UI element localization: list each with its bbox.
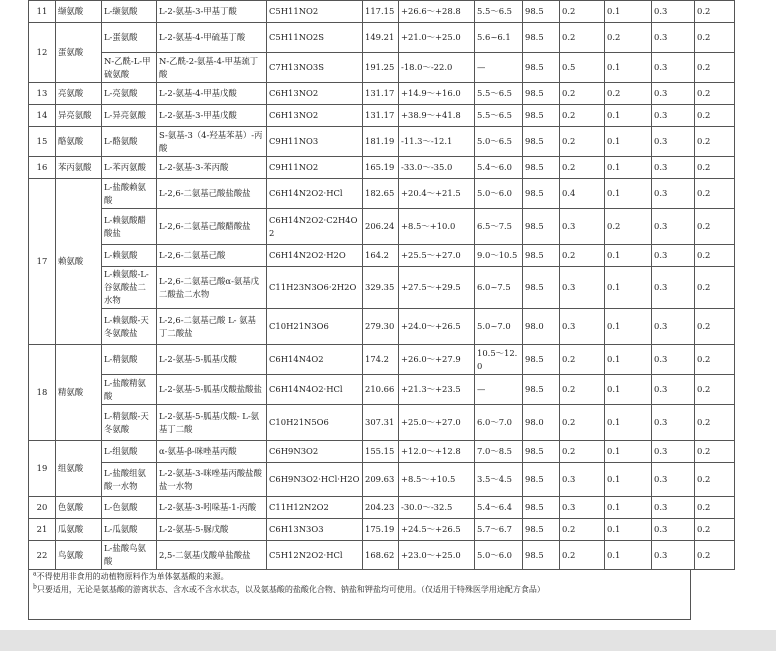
cell-limit-4: 0.2 [695,245,735,267]
cell-amino-acid: 鸟氨酸 [56,541,102,570]
cell-ph-range: 5.6~6.1 [475,23,523,53]
cell-ref-name: L-赖氨酸醋酸盐 [102,209,157,245]
table-row [29,105,735,127]
table-row [29,23,735,53]
cell-purity: 98.5 [523,267,560,309]
cell-ph-range: 5.0～6.0 [475,179,523,209]
cell-limit-2: 0.1 [605,127,652,157]
cell-ph-range: 5.0～6.0 [475,541,523,570]
table-row [29,83,735,105]
cell-chemical-name: L-2-氨基-4-甲硫基丁酸 [157,23,267,53]
cell-formula: C9H11NO3 [267,127,363,157]
cell-ph-range: 10.5～12.0 [475,345,523,375]
cell-molecular-weight: 181.19 [363,127,399,157]
cell-specific-rotation: +24.5～+26.5 [399,519,475,541]
cell-limit-2: 0.1 [605,497,652,519]
cell-ref-name: L-盐酸鸟氨酸 [102,541,157,570]
cell-chemical-name: L-2-氨基-3-甲基丁酸 [157,1,267,23]
cell-limit-3: 0.3 [652,463,695,497]
cell-amino-acid: 精氨酸 [56,345,102,441]
cell-chemical-name: L-2,6-二氨基己酸醋酸盐 [157,209,267,245]
footnote-a: $^a$不得使用非食用的动植物原料作为单体氨基酸的来源。 [33,570,229,581]
cell-chemical-name: L-2-氨基-5-胍基戊酸盐酸盐 [157,375,267,405]
cell-limit-3: 0.3 [652,127,695,157]
cell-limit-3: 0.3 [652,441,695,463]
cell-chemical-name: L-2-氨基-5-胍基戊酸 [157,345,267,375]
cell-limit-2: 0.1 [605,1,652,23]
cell-limit-3: 0.3 [652,375,695,405]
cell-ref-name: L-蛋氨酸 [102,23,157,53]
cell-molecular-weight: 191.25 [363,53,399,83]
cell-formula: C5H12N2O2·HCl [267,541,363,570]
cell-specific-rotation: +21.3～+23.5 [399,375,475,405]
cell-molecular-weight: 155.15 [363,441,399,463]
cell-ph-range: 3.5～4.5 [475,463,523,497]
cell-chemical-name: L-2-氨基-3-甲基戊酸 [157,105,267,127]
cell-specific-rotation: +20.4～+21.5 [399,179,475,209]
table-row [29,309,735,345]
cell-purity: 98.5 [523,1,560,23]
cell-ph-range: 5.5～6.5 [475,83,523,105]
cell-molecular-weight: 175.19 [363,519,399,541]
cell-molecular-weight: 168.62 [363,541,399,570]
cell-limit-1: 0.2 [560,541,605,570]
cell-formula: C6H14N4O2 [267,345,363,375]
cell-ph-range: 6.5～7.5 [475,209,523,245]
cell-limit-1: 0.2 [560,405,605,441]
cell-specific-rotation: +12.0～+12.8 [399,441,475,463]
cell-amino-acid: 苯丙氨酸 [56,157,102,179]
cell-chemical-name: N-乙酰-2-氨基-4-甲基巯丁酸 [157,53,267,83]
cell-limit-1: 0.2 [560,127,605,157]
cell-limit-2: 0.1 [605,405,652,441]
cell-molecular-weight: 210.66 [363,375,399,405]
cell-limit-3: 0.3 [652,105,695,127]
cell-limit-4: 0.2 [695,267,735,309]
cell-molecular-weight: 206.24 [363,209,399,245]
cell-amino-acid: 酪氨酸 [56,127,102,157]
cell-number: 20 [29,497,56,519]
cell-limit-1: 0.3 [560,497,605,519]
cell-limit-1: 0.2 [560,105,605,127]
cell-limit-4: 0.2 [695,309,735,345]
table-row [29,1,735,23]
cell-number: 22 [29,541,56,570]
cell-ph-range: 5.0～6.5 [475,127,523,157]
cell-limit-2: 0.2 [605,83,652,105]
table-row [29,541,735,570]
cell-specific-rotation: +38.9～+41.8 [399,105,475,127]
cell-purity: 98.5 [523,497,560,519]
cell-ref-name: L-苯丙氨酸 [102,157,157,179]
cell-ref-name: L-异亮氨酸 [102,105,157,127]
cell-number: 12 [29,23,56,83]
cell-molecular-weight: 131.17 [363,83,399,105]
cell-specific-rotation: +25.5～+27.0 [399,245,475,267]
viewer-bottom-strip [0,630,776,651]
cell-formula: C5H11NO2S [267,23,363,53]
cell-chemical-name: L-2,6-二氨基己酸α-氨基戊二酸盐二水物 [157,267,267,309]
cell-limit-1: 0.2 [560,83,605,105]
cell-number: 19 [29,441,56,497]
cell-purity: 98.5 [523,345,560,375]
cell-number: 15 [29,127,56,157]
viewer-side-tab [694,602,776,614]
cell-ph-range: 5.5～6.5 [475,105,523,127]
cell-chemical-name: L-2,6-二氨基己酸盐酸盐 [157,179,267,209]
cell-limit-3: 0.3 [652,179,695,209]
table-row [29,375,735,405]
cell-specific-rotation: -11.3～-12.1 [399,127,475,157]
cell-limit-1: 0.5 [560,53,605,83]
cell-chemical-name: L-2-氨基-3-咪唑基丙酸盐酸盐一水物 [157,463,267,497]
cell-purity: 98.5 [523,105,560,127]
cell-formula: C10H21N3O6 [267,309,363,345]
cell-number: 16 [29,157,56,179]
cell-chemical-name: L-2-氨基-4-甲基戊酸 [157,83,267,105]
cell-limit-3: 0.3 [652,497,695,519]
cell-formula: C6H13N3O3 [267,519,363,541]
cell-limit-1: 0.2 [560,519,605,541]
cell-specific-rotation: -33.0～-35.0 [399,157,475,179]
cell-limit-4: 0.2 [695,209,735,245]
cell-limit-2: 0.1 [605,245,652,267]
cell-molecular-weight: 131.17 [363,105,399,127]
cell-limit-3: 0.3 [652,309,695,345]
cell-amino-acid: 瓜氨酸 [56,519,102,541]
table-row [29,179,735,209]
cell-purity: 98.5 [523,463,560,497]
cell-molecular-weight: 165.19 [363,157,399,179]
table-row [29,127,735,157]
cell-purity: 98.5 [523,441,560,463]
cell-specific-rotation: +26.6～+28.8 [399,1,475,23]
cell-purity: 98.5 [523,53,560,83]
cell-specific-rotation: +27.5～+29.5 [399,267,475,309]
cell-purity: 98.5 [523,23,560,53]
cell-limit-3: 0.3 [652,245,695,267]
cell-limit-2: 0.1 [605,309,652,345]
cell-ph-range: 9.0～10.5 [475,245,523,267]
cell-purity: 98.5 [523,209,560,245]
cell-ref-name: L-盐酸组氨酸一水物 [102,463,157,497]
cell-molecular-weight: 204.23 [363,497,399,519]
cell-limit-3: 0.3 [652,53,695,83]
cell-specific-rotation: +24.0～+26.5 [399,309,475,345]
cell-ph-range: 5.7～6.7 [475,519,523,541]
cell-formula: C11H12N2O2 [267,497,363,519]
cell-purity: 98.5 [523,375,560,405]
cell-limit-1: 0.2 [560,245,605,267]
cell-limit-4: 0.2 [695,53,735,83]
cell-formula: C6H9N3O2·HCl·H2O [267,463,363,497]
cell-purity: 98.5 [523,127,560,157]
table-row [29,497,735,519]
cell-molecular-weight: 329.35 [363,267,399,309]
cell-amino-acid: 色氨酸 [56,497,102,519]
table-row [29,157,735,179]
cell-ref-name: L-精氨酸-天冬氨酸 [102,405,157,441]
cell-ref-name: L-缬氨酸 [102,1,157,23]
cell-formula: C6H14N2O2·H2O [267,245,363,267]
cell-ref-name: L-组氨酸 [102,441,157,463]
table-row [29,405,735,441]
cell-specific-rotation: +8.5～+10.0 [399,209,475,245]
footnotes [28,570,691,620]
table-row [29,267,735,309]
cell-purity: 98.0 [523,309,560,345]
cell-purity: 98.5 [523,541,560,570]
cell-formula: C6H14N4O2·HCl [267,375,363,405]
cell-formula: C5H11NO2 [267,1,363,23]
cell-ref-name: L-精氨酸 [102,345,157,375]
cell-purity: 98.5 [523,83,560,105]
cell-limit-2: 0.1 [605,267,652,309]
cell-ref-name: L-亮氨酸 [102,83,157,105]
cell-ph-range: 5.4～6.0 [475,157,523,179]
cell-limit-4: 0.2 [695,441,735,463]
cell-limit-4: 0.2 [695,405,735,441]
cell-limit-3: 0.3 [652,345,695,375]
cell-molecular-weight: 209.63 [363,463,399,497]
cell-limit-4: 0.2 [695,497,735,519]
cell-number: 14 [29,105,56,127]
cell-limit-2: 0.1 [605,105,652,127]
cell-limit-1: 0.2 [560,157,605,179]
cell-amino-acid: 蛋氨酸 [56,23,102,83]
cell-ref-name: L-赖氨酸 [102,245,157,267]
cell-limit-4: 0.2 [695,519,735,541]
cell-purity: 98.5 [523,245,560,267]
table-row [29,519,735,541]
cell-limit-2: 0.2 [605,23,652,53]
cell-ph-range: 5.0~7.0 [475,309,523,345]
cell-amino-acid: 亮氨酸 [56,83,102,105]
cell-limit-1: 0.3 [560,463,605,497]
cell-ref-name: L-酪氨酸 [102,127,157,157]
cell-limit-1: 0.3 [560,267,605,309]
cell-limit-4: 0.2 [695,541,735,570]
cell-chemical-name: L-2-氨基-5-胍基戊酸- L-氨基丁二酸 [157,405,267,441]
cell-specific-rotation: +26.0～+27.9 [399,345,475,375]
cell-purity: 98.0 [523,405,560,441]
cell-amino-acid: 异亮氨酸 [56,105,102,127]
cell-limit-4: 0.2 [695,83,735,105]
cell-limit-1: 0.2 [560,23,605,53]
cell-limit-3: 0.3 [652,519,695,541]
cell-specific-rotation: +25.0～+27.0 [399,405,475,441]
cell-limit-3: 0.3 [652,83,695,105]
cell-specific-rotation: +8.5～+10.5 [399,463,475,497]
cell-chemical-name: L-2-氨基-3-苯丙酸 [157,157,267,179]
cell-limit-4: 0.2 [695,463,735,497]
cell-limit-2: 0.1 [605,463,652,497]
cell-specific-rotation: -18.0～-22.0 [399,53,475,83]
cell-ref-name: L-瓜氨酸 [102,519,157,541]
cell-specific-rotation: +14.9～+16.0 [399,83,475,105]
cell-specific-rotation: -30.0～-32.5 [399,497,475,519]
cell-chemical-name: L-2,6-二氨基己酸 L- 氨基丁二酸盐 [157,309,267,345]
cell-limit-4: 0.2 [695,23,735,53]
cell-molecular-weight: 149.21 [363,23,399,53]
cell-chemical-name: L-2-氨基-3-吲哚基-1-丙酸 [157,497,267,519]
footnote-b: $^b$只要适用，无论是氨基酸的游离状态、含水或不含水状态，以及氨基酸的盐酸化合物、钠盐和钾盐均可使用。（仅适用于特殊医学用途配方食品） [33,583,545,594]
cell-limit-1: 0.2 [560,441,605,463]
cell-limit-1: 0.3 [560,309,605,345]
cell-purity: 98.5 [523,179,560,209]
cell-limit-3: 0.3 [652,209,695,245]
cell-limit-4: 0.2 [695,157,735,179]
cell-chemical-name: α-氨基-β-咪唑基丙酸 [157,441,267,463]
cell-number: 21 [29,519,56,541]
table-body [29,1,735,570]
cell-limit-3: 0.3 [652,1,695,23]
cell-limit-4: 0.2 [695,105,735,127]
cell-limit-3: 0.3 [652,157,695,179]
cell-limit-2: 0.1 [605,345,652,375]
cell-specific-rotation: +23.0～+25.0 [399,541,475,570]
cell-ph-range: 5.5～6.5 [475,1,523,23]
cell-limit-2: 0.1 [605,179,652,209]
cell-limit-1: 0.2 [560,375,605,405]
cell-number: 11 [29,1,56,23]
cell-limit-2: 0.2 [605,209,652,245]
table-row [29,53,735,83]
cell-ref-name: L-赖氨酸-L-谷氨酸盐二水物 [102,267,157,309]
table-row [29,209,735,245]
cell-limit-4: 0.2 [695,345,735,375]
cell-molecular-weight: 182.65 [363,179,399,209]
cell-purity: 98.5 [523,157,560,179]
cell-chemical-name: L-2-氨基-5-脲戊酸 [157,519,267,541]
table-row [29,245,735,267]
cell-number: 18 [29,345,56,441]
cell-limit-1: 0.4 [560,179,605,209]
cell-molecular-weight: 279.30 [363,309,399,345]
cell-chemical-name: 2,5-二氨基戊酸单盐酸盐 [157,541,267,570]
cell-formula: C9H11NO2 [267,157,363,179]
cell-molecular-weight: 307.31 [363,405,399,441]
cell-limit-3: 0.3 [652,267,695,309]
cell-formula: C7H13NO3S [267,53,363,83]
cell-limit-4: 0.2 [695,127,735,157]
cell-ref-name: L-色氨酸 [102,497,157,519]
cell-amino-acid: 缬氨酸 [56,1,102,23]
cell-limit-2: 0.1 [605,541,652,570]
cell-ph-range: — [475,375,523,405]
cell-limit-2: 0.1 [605,441,652,463]
cell-formula: C10H21N5O6 [267,405,363,441]
cell-formula: C6H13NO2 [267,83,363,105]
cell-limit-1: 0.2 [560,345,605,375]
document-page [28,0,711,620]
cell-limit-2: 0.1 [605,375,652,405]
cell-ref-name: L-盐酸精氨酸 [102,375,157,405]
cell-ref-name: N-乙酰-L-甲硫氨酸 [102,53,157,83]
cell-formula: C6H13NO2 [267,105,363,127]
cell-limit-4: 0.2 [695,375,735,405]
cell-limit-3: 0.3 [652,541,695,570]
cell-chemical-name: L-2,6-二氨基己酸 [157,245,267,267]
cell-number: 17 [29,179,56,345]
cell-limit-2: 0.1 [605,53,652,83]
cell-ph-range: 7.0～8.5 [475,441,523,463]
cell-limit-3: 0.3 [652,405,695,441]
cell-ph-range: 5.4～6.4 [475,497,523,519]
cell-formula: C6H9N3O2 [267,441,363,463]
cell-chemical-name: S-氨基-3（4-羟基苯基）-丙酸 [157,127,267,157]
cell-limit-2: 0.1 [605,519,652,541]
cell-specific-rotation: +21.0～+25.0 [399,23,475,53]
cell-limit-4: 0.2 [695,179,735,209]
cell-formula: C11H23N3O6·2H2O [267,267,363,309]
cell-limit-4: 0.2 [695,1,735,23]
cell-molecular-weight: 164.2 [363,245,399,267]
cell-limit-1: 0.2 [560,1,605,23]
amino-acid-table [28,0,735,570]
cell-amino-acid: 组氨酸 [56,441,102,497]
cell-purity: 98.5 [523,519,560,541]
cell-limit-3: 0.3 [652,23,695,53]
cell-limit-1: 0.3 [560,209,605,245]
table-row [29,345,735,375]
cell-ref-name: L-盐酸赖氨酸 [102,179,157,209]
cell-ph-range: 6.0~7.5 [475,267,523,309]
cell-limit-2: 0.1 [605,157,652,179]
cell-ref-name: L-赖氨酸-天冬氨酸盐 [102,309,157,345]
table-row [29,441,735,463]
cell-ph-range: 6.0～7.0 [475,405,523,441]
cell-formula: C6H14N2O2·C2H4O2 [267,209,363,245]
cell-amino-acid: 赖氨酸 [56,179,102,345]
cell-molecular-weight: 117.15 [363,1,399,23]
table-row [29,463,735,497]
cell-molecular-weight: 174.2 [363,345,399,375]
cell-ph-range: — [475,53,523,83]
cell-number: 13 [29,83,56,105]
cell-formula: C6H14N2O2·HCl [267,179,363,209]
